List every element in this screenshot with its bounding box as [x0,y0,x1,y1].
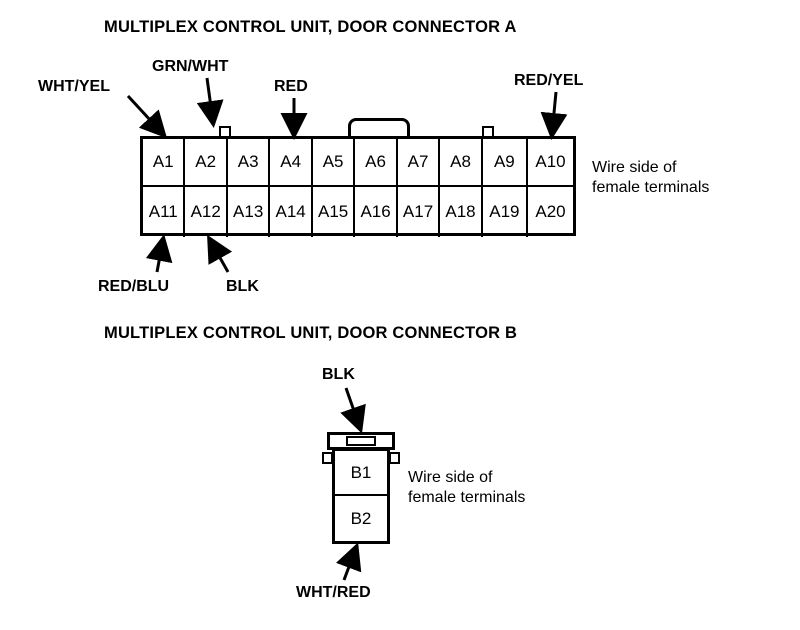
terminal-cell: A18 [440,187,482,237]
terminal-cell: B1 [335,451,387,496]
connector-b-notch [346,436,376,446]
terminal-cell: A9 [483,139,528,185]
terminal-cell: A1 [143,139,185,185]
connector-a-row-bottom [143,187,573,237]
terminal-cell: A5 [313,139,355,185]
arrow-blk-a [210,240,228,272]
terminal-cell: A16 [355,187,397,237]
terminal-cell: A12 [185,187,227,237]
arrow-wht-yel [128,96,163,134]
connector-b-note-line1: Wire side of [408,469,493,486]
wire-label-blk: BLK [226,278,259,295]
terminal-cell: A11 [143,187,185,237]
connector-a-row-top [143,139,573,187]
wire-label-red: RED [274,78,308,95]
connector-b-title: MULTIPLEX CONTROL UNIT, DOOR CONNECTOR B [104,324,518,342]
terminal-cell: A19 [483,187,528,237]
terminal-cell: A17 [398,187,440,237]
connector-a-latch-tab [348,118,410,138]
wire-label-wht-yel: WHT/YEL [38,78,110,95]
connector-a-title: MULTIPLEX CONTROL UNIT, DOOR CONNECTOR A [104,18,517,36]
connector-a-note-line2: female terminals [592,179,710,196]
connector-b-note [408,468,525,508]
terminal-cell: A7 [398,139,440,185]
terminal-cell: A13 [228,187,270,237]
wire-label-red-yel: RED/YEL [514,72,584,89]
connector-b-body [332,448,390,544]
wire-label-wht-red: WHT/RED [296,584,371,601]
connector-b-right-ear [389,452,400,464]
connector-a-body [140,136,576,236]
terminal-cell: A15 [313,187,355,237]
terminal-cell: A2 [185,139,227,185]
terminal-cell: A6 [355,139,397,185]
arrow-blk-b [346,388,360,428]
terminal-cell: A3 [228,139,270,185]
arrow-red-yel [552,92,556,134]
wire-label-grn-wht: GRN/WHT [152,58,229,75]
arrow-red-blu [157,240,163,272]
terminal-cell: A8 [440,139,482,185]
terminal-cell: B2 [350,508,372,528]
terminal-cell: A20 [535,202,566,221]
connector-a-note [592,158,709,198]
arrow-wht-red [344,548,356,580]
connector-b-note-line2: female terminals [408,489,526,506]
terminal-cell: A14 [270,187,312,237]
arrow-grn-wht [207,78,213,122]
connector-a-note-line1: Wire side of [592,159,677,176]
wire-label-blk-b: BLK [322,366,355,383]
wire-label-red-blu: RED/BLU [98,278,170,295]
terminal-cell: A10 [535,152,566,171]
terminal-cell: A4 [270,139,312,185]
